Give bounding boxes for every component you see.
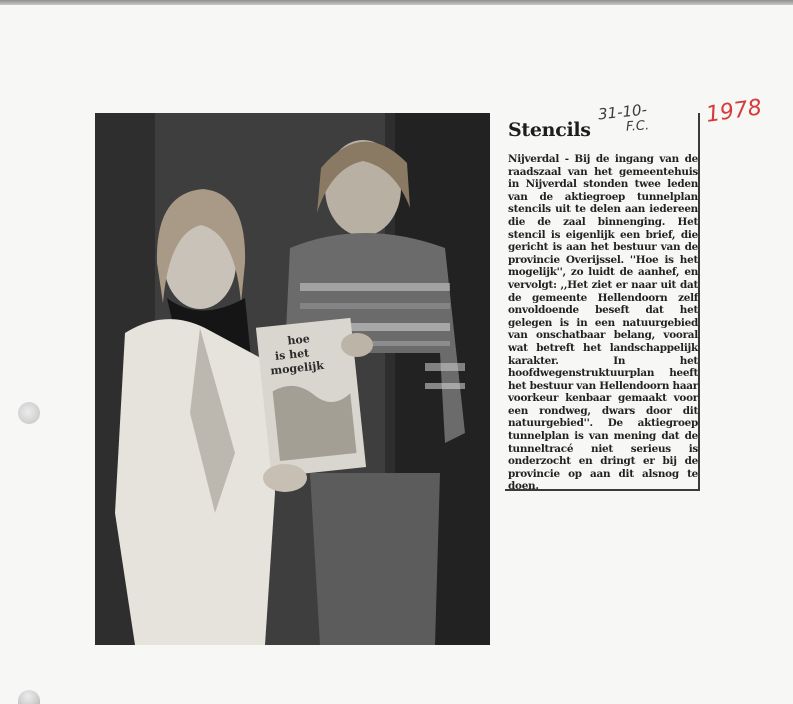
- article-headline: Stencils: [508, 119, 591, 141]
- hand-right: [341, 333, 373, 357]
- handwritten-date: 31-10-: [597, 100, 648, 124]
- punch-hole: [18, 402, 40, 424]
- article-body: Nijverdal - Bij de ingang van de raadszaal van het gemeentehuis in Nijverdal stonden twee leden van de aktiegroep tunnelplan stencils uit te delen aan iedereen die de zaal binnenging. Het stencil is eigenlijk een brief, die gericht is aan het bestuur van de provincie Overijssel. ''Hoe is het mogelijk'', zo luidt de aanhef, en vervolgt: ,,Het ziet er naar uit dat de gemeente Hellendoorn zelf onvoldoende beseft dat het gelegen is in een natuurgebied van onschatbaar belang, vooral wat betreft het landschappelijk karakter. In het hoofdwegenstruktuurplan heeft het bestuur van Hellendoorn haar voorkeur kenbaar gemaakt voor een rondweg, dwars door dit natuurgebied''. De aktiegroep tunnelplan is van mening dat de tunneltracé niet serieus is onderzocht en dringt er bij de provincie op aan dit alsnog te doen.: [508, 153, 699, 493]
- person-right-trousers: [310, 473, 440, 645]
- person-left-blazer: [115, 319, 275, 645]
- article-clipping: [505, 113, 700, 491]
- stencil-title-line3: mogelijk: [269, 358, 325, 378]
- newspaper-photo: [95, 113, 490, 645]
- stencil-title-line2: is het: [274, 346, 310, 363]
- stencil-title-line1: hoe: [286, 332, 311, 348]
- hand-left: [263, 464, 307, 492]
- handwritten-year: 1978: [704, 95, 764, 128]
- photo-illustration: [95, 113, 490, 645]
- scan-top-edge: [0, 0, 793, 5]
- handwritten-initials: F.C.: [625, 118, 650, 135]
